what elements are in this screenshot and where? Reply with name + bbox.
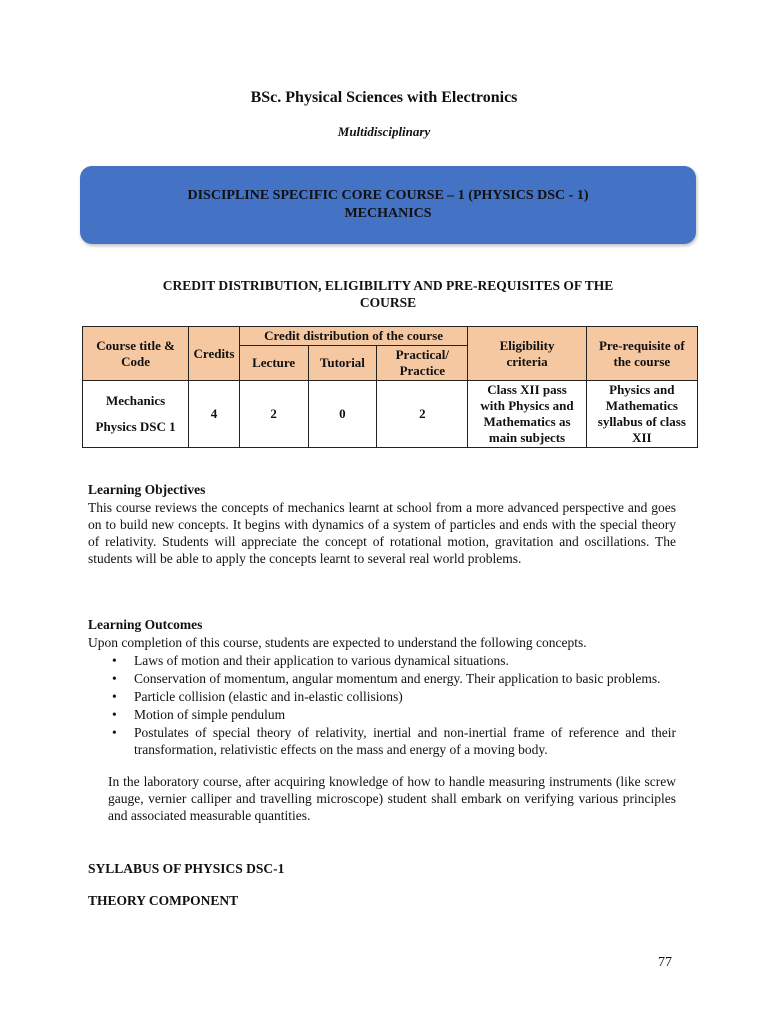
list-item-text: Postulates of special theory of relativity, inertial and non-inertial frame of reference and their transformation, relativistic effects on the mass and energy of a moving body. xyxy=(134,725,676,757)
cell-course-name: Mechanics xyxy=(105,393,166,408)
header-lecture: Lecture xyxy=(239,346,308,381)
header-tutorial: Tutorial xyxy=(308,346,377,381)
cell-course-title xyxy=(83,381,189,448)
cell-prerequisite-line2: Mathematics xyxy=(605,398,678,413)
list-item-text: Laws of motion and their application to various dynamical situations. xyxy=(134,653,509,668)
cell-practical: 2 xyxy=(377,381,468,448)
page-number: 77 xyxy=(658,955,672,970)
bullet-icon: • xyxy=(112,689,117,704)
cell-eligibility-line3: Mathematics as xyxy=(483,414,571,429)
syllabus-heading: SYLLABUS OF PHYSICS DSC-1 xyxy=(88,861,285,876)
document-subtitle: Multidisciplinary xyxy=(337,124,431,139)
credit-section-heading-line1: CREDIT DISTRIBUTION, ELIGIBILITY AND PRE-REQUISITES OF THE xyxy=(162,278,614,293)
cell-credits: 4 xyxy=(189,381,240,448)
header-course-title xyxy=(83,327,189,381)
list-item-text: Conservation of momentum, angular momentum and energy. Their application to basic problems. xyxy=(134,671,661,686)
list-item xyxy=(108,670,676,687)
table-row xyxy=(83,381,698,448)
list-item xyxy=(108,724,676,758)
cell-prerequisite xyxy=(586,381,697,448)
header-prerequisite-line2: the course xyxy=(613,353,671,369)
course-banner xyxy=(80,166,696,244)
cell-eligibility xyxy=(468,381,586,448)
credit-section-heading-line2: COURSE xyxy=(359,295,417,310)
header-practical-line2: Practice xyxy=(399,363,446,378)
bullet-icon: • xyxy=(112,671,117,686)
learning-objectives-text: This course reviews the concepts of mechanics learnt at school from a more advanced perspective and goes on to build new concepts. It begins with dynamics of a system of particles and ends with the special theory of relativity. Students will appreciate the concept of rotational motion, gravitation and oscillations. The students will be able to apply the concepts learnt to several real world problems. xyxy=(88,500,676,566)
cell-prerequisite-line4: XII xyxy=(632,430,652,445)
theory-component-heading: THEORY COMPONENT xyxy=(88,893,239,908)
header-eligibility-line1: Eligibility xyxy=(499,337,555,353)
course-banner-line2: MECHANICS xyxy=(344,206,432,221)
header-eligibility xyxy=(468,327,586,381)
bullet-icon: • xyxy=(112,653,117,668)
cell-tutorial: 0 xyxy=(308,381,377,448)
credit-distribution-table xyxy=(82,326,698,448)
bullet-icon: • xyxy=(112,707,117,722)
list-item xyxy=(108,652,676,669)
cell-eligibility-line2: with Physics and xyxy=(480,398,574,413)
header-practical xyxy=(377,346,468,381)
list-item-text: Motion of simple pendulum xyxy=(134,707,286,722)
cell-lecture: 2 xyxy=(239,381,308,448)
cell-eligibility-line4: main subjects xyxy=(488,430,566,445)
learning-outcomes-heading: Learning Outcomes xyxy=(88,617,203,632)
learning-objectives-heading: Learning Objectives xyxy=(88,482,206,497)
list-item-text: Particle collision (elastic and in-elastic collisions) xyxy=(134,689,403,704)
header-eligibility-line2: criteria xyxy=(506,353,548,369)
cell-prerequisite-line3: syllabus of class xyxy=(597,414,686,429)
header-prerequisite xyxy=(586,327,697,381)
header-course-title-line2: Code xyxy=(121,353,151,369)
course-banner-line1: DISCIPLINE SPECIFIC CORE COURSE – 1 (PHYSICS DSC - 1) xyxy=(187,188,589,203)
cell-prerequisite-line1: Physics and xyxy=(609,382,675,397)
list-item xyxy=(108,688,676,705)
header-prerequisite-line1: Pre-requisite of xyxy=(598,337,685,353)
header-credit-distribution: Credit distribution of the course xyxy=(239,327,468,346)
laboratory-course-text: In the laboratory course, after acquiring knowledge of how to handle measuring instruments (like screw gauge, vernier calliper and travelling microscope) student shall embark on verifying various principles and associated measurable quantities. xyxy=(108,774,676,823)
document-title: BSc. Physical Sciences with Electronics xyxy=(250,89,518,106)
list-item xyxy=(108,706,676,723)
learning-outcomes-intro: Upon completion of this course, students are expected to understand the following concepts. xyxy=(88,635,587,650)
header-course-title-line1: Course title & xyxy=(96,337,175,353)
bullet-icon: • xyxy=(112,725,117,740)
learning-outcomes-list xyxy=(108,652,676,759)
header-practical-line1: Practical/ xyxy=(395,347,450,362)
cell-course-code: Physics DSC 1 xyxy=(95,419,176,434)
header-credits: Credits xyxy=(189,327,240,381)
cell-eligibility-line1: Class XII pass xyxy=(487,382,567,397)
table-header-row xyxy=(83,327,698,346)
credit-section-heading xyxy=(90,277,686,311)
